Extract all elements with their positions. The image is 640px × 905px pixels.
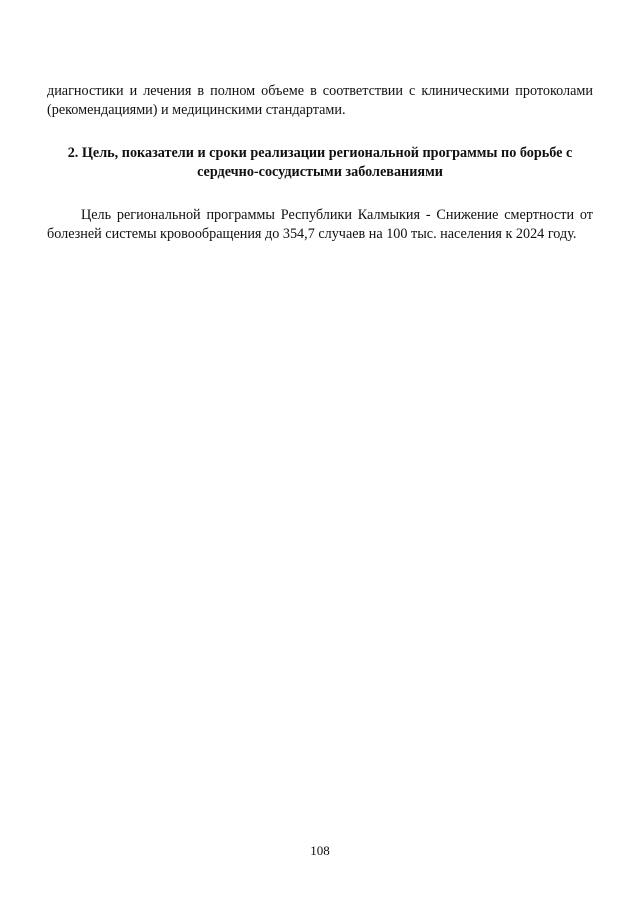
section-heading: 2. Цель, показатели и сроки реализации региональной программы по борьбе с сердечно-сосудистыми заболеваниями: [67, 145, 573, 180]
page-content: [47, 82, 593, 244]
continuation-paragraph: диагностики и лечения в полном объеме в соответствии с клиническими протоколами (рекомендациями) и медицинскими стандартами.: [47, 83, 593, 118]
page-number: 108: [310, 843, 330, 858]
goal-paragraph: Цель региональной программы Республики Калмыкия - Снижение смертности от болезней системы кровообращения до 354,7 случаев на 100 тыс. населения к 2024 году.: [47, 207, 593, 242]
